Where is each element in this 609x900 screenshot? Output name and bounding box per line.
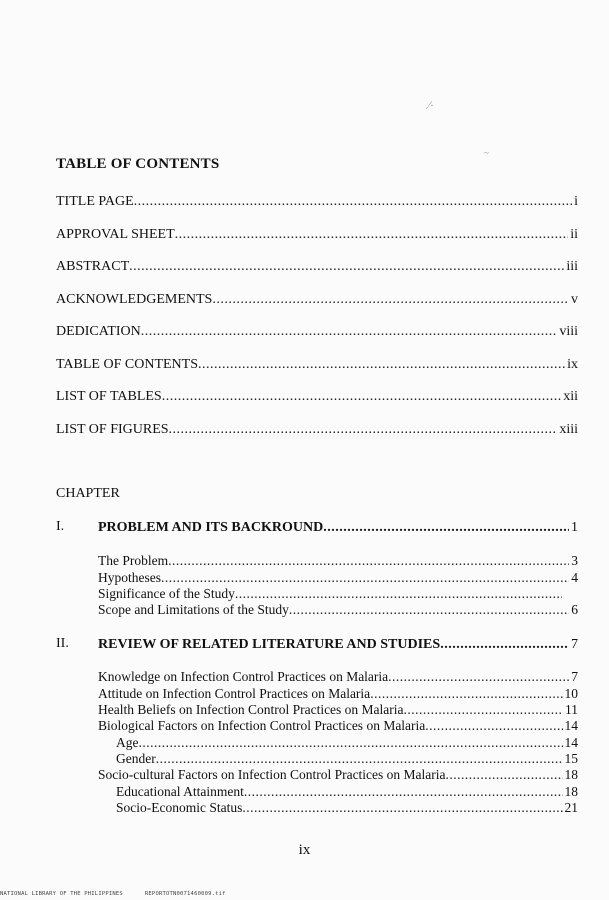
dot-leader bbox=[404, 702, 563, 718]
toc-entry-page: xiii bbox=[559, 422, 578, 437]
chapter-heading: CHAPTER bbox=[56, 486, 120, 501]
toc-section-label: Educational Attainment bbox=[116, 784, 244, 799]
toc-entry[interactable] bbox=[56, 323, 578, 340]
chapter-number: I. bbox=[56, 519, 65, 534]
toc-section-label: Age bbox=[116, 735, 139, 750]
dot-leader bbox=[388, 669, 569, 685]
toc-chapter-entry[interactable] bbox=[98, 636, 578, 653]
toc-section-label: Biological Factors on Infection Control Practices on Malaria bbox=[98, 718, 426, 733]
toc-entry[interactable] bbox=[56, 421, 578, 438]
library-stamp: NATIONAL LIBRARY OF THE PHILIPPINES bbox=[0, 891, 123, 897]
toc-section-page: 14 bbox=[564, 718, 578, 733]
toc-subsection-entry[interactable] bbox=[116, 784, 578, 800]
toc-entry-label: ABSTRACT bbox=[56, 259, 130, 274]
dot-leader bbox=[244, 784, 563, 800]
toc-section-entry[interactable] bbox=[98, 767, 578, 783]
toc-section-page: 14 bbox=[564, 735, 578, 750]
toc-entry-label: TABLE OF CONTENTS bbox=[56, 357, 198, 372]
dot-leader bbox=[161, 570, 569, 586]
toc-entry[interactable] bbox=[56, 258, 578, 275]
toc-section-page: 15 bbox=[564, 751, 578, 766]
toc-entry[interactable] bbox=[56, 291, 578, 308]
toc-section-page: 7 bbox=[571, 669, 578, 684]
toc-section-page: 18 bbox=[564, 767, 578, 782]
toc-section-entry[interactable] bbox=[98, 602, 578, 618]
toc-section-label: Socio-Economic Status bbox=[116, 800, 243, 815]
dot-leader bbox=[242, 800, 562, 816]
toc-section-label: Gender bbox=[116, 751, 156, 766]
toc-section-page: 21 bbox=[564, 800, 578, 815]
scan-mark: ~ bbox=[484, 148, 489, 158]
dot-leader bbox=[134, 193, 572, 210]
page-title: TABLE OF CONTENTS bbox=[56, 156, 220, 172]
toc-entry[interactable] bbox=[56, 226, 578, 243]
scan-footer-stamp bbox=[0, 891, 248, 897]
dot-leader bbox=[212, 291, 569, 308]
toc-section-page: 10 bbox=[564, 686, 578, 701]
toc-entry-label: LIST OF FIGURES bbox=[56, 422, 169, 437]
toc-subsection-entry[interactable] bbox=[116, 751, 578, 767]
toc-entry-page: ix bbox=[567, 357, 578, 372]
dot-leader bbox=[129, 258, 564, 275]
toc-entry-label: APPROVAL SHEET bbox=[56, 227, 175, 242]
dot-leader bbox=[162, 388, 562, 405]
toc-chapter-page: 7 bbox=[571, 637, 578, 652]
toc-section-entry[interactable] bbox=[98, 686, 578, 702]
file-stamp: REPORTOTN0071460009.tif bbox=[144, 891, 226, 897]
toc-entry-page: xii bbox=[563, 389, 578, 404]
dot-leader bbox=[141, 323, 558, 340]
toc-section-entry[interactable] bbox=[98, 702, 578, 718]
toc-entry-label: DEDICATION bbox=[56, 324, 141, 339]
dot-leader bbox=[139, 735, 563, 751]
toc-section-page: 11 bbox=[565, 702, 578, 717]
toc-entry-label: TITLE PAGE bbox=[56, 194, 134, 209]
toc-section-entry[interactable] bbox=[98, 718, 578, 734]
toc-entry[interactable] bbox=[56, 193, 578, 210]
toc-entry[interactable] bbox=[56, 356, 578, 373]
toc-section-label: Attitude on Infection Control Practices on Malaria bbox=[98, 686, 371, 701]
dot-leader bbox=[446, 767, 563, 783]
toc-section-page: 18 bbox=[564, 784, 578, 799]
dot-leader bbox=[235, 586, 562, 602]
toc-entry-page: i bbox=[574, 194, 578, 209]
toc-entry-label: ACKNOWLEDGEMENTS bbox=[56, 292, 213, 307]
toc-entry[interactable] bbox=[56, 388, 578, 405]
toc-entry-page: iii bbox=[566, 259, 578, 274]
toc-section-label: Health Beliefs on Infection Control Practices on Malaria bbox=[98, 702, 404, 717]
dot-leader bbox=[370, 686, 562, 702]
dot-leader bbox=[175, 226, 569, 243]
toc-subsection-entry[interactable] bbox=[116, 735, 578, 751]
toc-section-label: Socio-cultural Factors on Infection Control Practices on Malaria bbox=[98, 767, 446, 782]
toc-entry-page: v bbox=[571, 292, 578, 307]
scan-mark: ⁄· bbox=[428, 98, 434, 112]
toc-section-label: The Problem bbox=[98, 553, 169, 568]
toc-entry-page: viii bbox=[559, 324, 578, 339]
toc-section-entry[interactable] bbox=[98, 669, 578, 685]
toc-chapter-page: 1 bbox=[571, 520, 578, 535]
dot-leader bbox=[198, 356, 565, 373]
page-number: ix bbox=[298, 842, 311, 858]
toc-subsection-entry[interactable] bbox=[116, 800, 578, 816]
toc-chapter-title: REVIEW OF RELATED LITERATURE AND STUDIES bbox=[98, 637, 441, 652]
toc-section-page: 4 bbox=[571, 570, 578, 585]
chapter-number: II. bbox=[56, 636, 69, 651]
toc-section-entry[interactable] bbox=[98, 586, 578, 602]
toc-entry-label: LIST OF TABLES bbox=[56, 389, 162, 404]
toc-entry-page: ii bbox=[570, 227, 578, 242]
toc-section-label: Scope and Limitations of the Study bbox=[98, 602, 289, 617]
toc-chapter-title: PROBLEM AND ITS BACKROUND bbox=[98, 520, 324, 535]
dot-leader bbox=[168, 553, 569, 569]
dot-leader bbox=[323, 519, 569, 536]
dot-leader bbox=[156, 751, 563, 767]
toc-section-page: 3 bbox=[571, 553, 578, 568]
dot-leader bbox=[169, 421, 558, 438]
toc-section-entry[interactable] bbox=[98, 570, 578, 586]
toc-section-entry[interactable] bbox=[98, 553, 578, 569]
toc-section-label: Significance of the Study bbox=[98, 586, 235, 601]
toc-section-label: Hypotheses bbox=[98, 570, 161, 585]
dot-leader bbox=[440, 636, 569, 653]
toc-chapter-entry[interactable] bbox=[98, 519, 578, 536]
dot-leader bbox=[289, 602, 569, 618]
toc-section-page: 6 bbox=[571, 602, 578, 617]
toc-section-label: Knowledge on Infection Control Practices on Malaria bbox=[98, 669, 389, 684]
dot-leader bbox=[425, 718, 562, 734]
